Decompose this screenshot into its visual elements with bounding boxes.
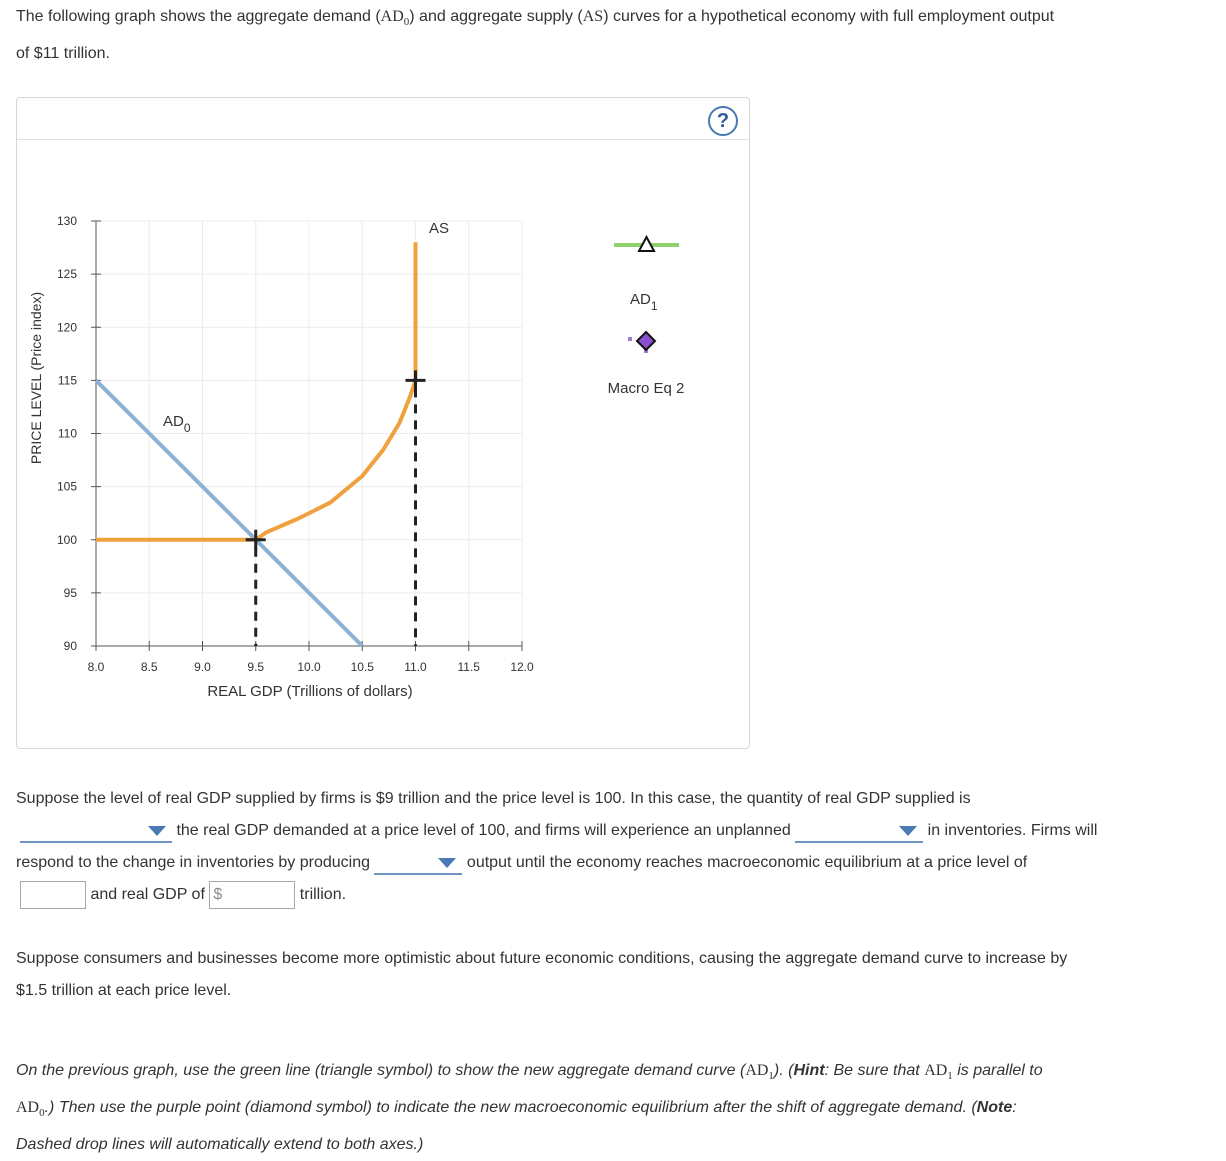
question-1-line-4 [16, 879, 1216, 911]
production-change-dropdown[interactable] [374, 851, 462, 875]
intro-text: The following graph shows the aggregate demand ( [16, 8, 381, 25]
ad0-curve-label: $AD_0$ [163, 413, 191, 435]
question-1-line-1: Suppose the level of real GDP supplied by firms is $9 trillion and the price level is 100. In this case, the quantity of real GDP supplied is [16, 790, 971, 807]
inventory-change-dropdown[interactable] [795, 819, 923, 843]
question-1 [16, 783, 1216, 911]
ad1-symbol: $AD_1$ [924, 1062, 953, 1083]
x-tick-label: 9.5 [247, 660, 265, 674]
price-level-input[interactable] [20, 881, 86, 909]
markers [246, 370, 426, 646]
y-tick-label: 90 [63, 639, 77, 653]
question-2-line-1: Suppose consumers and businesses become more optimistic about future economic conditions, causing the aggregate demand curve to increase by [16, 950, 1068, 967]
chevron-down-icon [438, 858, 456, 868]
y-axis-label: PRICE LEVEL (Price index) [28, 291, 44, 465]
y-tick-label: 100 [56, 532, 77, 547]
x-tick-label: 11.0 [404, 660, 427, 674]
ad1-tool-label: $AD_1$ [630, 291, 658, 313]
note-label: Note [976, 1099, 1013, 1117]
question-2-line-2: $1.5 trillion at each price level. [16, 982, 232, 999]
ad1-line-tool[interactable] [614, 237, 679, 251]
question-1-text: and real GDP of [90, 886, 205, 903]
ad0-symbol: $AD_0$ [380, 8, 410, 29]
chevron-down-icon [899, 826, 917, 836]
y-tick-label: 95 [63, 585, 77, 600]
purple-drop-dot-left [628, 337, 632, 341]
intro-line-1 [16, 1, 1216, 38]
x-axis-label: REAL GDP (Trillions of dollars) [207, 683, 413, 700]
y-tick-label: 105 [56, 479, 77, 494]
question-2 [16, 943, 1216, 1007]
intro-line-2: of $11 trillion. [16, 45, 110, 63]
y-tick-label: 120 [56, 320, 77, 335]
question-1-line-3 [16, 847, 1216, 879]
question-1-line-2 [16, 815, 1216, 847]
graph-panel [16, 97, 750, 749]
as-symbol: AS [582, 8, 604, 25]
y-tick-label: 115 [57, 373, 77, 388]
intro-text: ) curves for a hypothetical economy with full employment output [603, 8, 1055, 25]
question-1-text: output until the economy reaches macroeconomic equilibrium at a price level of [466, 854, 1028, 871]
question-1-text: the real GDP demanded at a price level of 100, and firms will experience an unplanned [176, 822, 791, 839]
question-1-text: in inventories. Firms will [927, 822, 1098, 839]
question-1-text: respond to the change in inventories by producing [16, 854, 371, 871]
dollar-sign: $ [213, 885, 223, 903]
graph-canvas[interactable] [17, 98, 749, 748]
x-tick-label: 11.5 [457, 660, 480, 674]
x-tick-label: 10.5 [350, 660, 374, 674]
hint-label: Hint [793, 1062, 825, 1079]
ad0-symbol: $AD_0$ [16, 1099, 45, 1120]
chevron-down-icon [148, 826, 166, 836]
macro-eq-2-label: Macro Eq 2 [607, 380, 685, 397]
ad0-curve [96, 380, 362, 646]
help-icon[interactable]: ? [708, 106, 738, 136]
ad1-symbol: $AD_1$ [745, 1062, 774, 1083]
ticks [57, 214, 534, 674]
x-tick-label: 8.5 [140, 660, 158, 674]
instructions-line-1: On the previous graph, use the green line (triangle symbol) to show the new aggregate demand curve $(AD_1)$. (Hint: Be sure that $AD_1$ is parallel to [16, 1062, 1043, 1083]
grid-lines [96, 221, 522, 646]
graph-instructions [16, 1055, 1216, 1161]
as-curve-label: AS [429, 220, 450, 237]
x-tick-label: 12.0 [510, 660, 534, 674]
instructions-line-3: Dashed drop lines will automatically extend to both axes.) [16, 1136, 424, 1154]
y-tick-label: 130 [56, 214, 77, 228]
intro-text: ) and aggregate supply ( [409, 8, 583, 25]
real-gdp-input[interactable] [209, 881, 295, 909]
instructions-line-2: $AD_0$.) Then use the purple point (diamond symbol) to indicate the new macroeconomic equilibrium after the shift of aggregate demand. (Note: [16, 1099, 1017, 1120]
y-tick-label: 125 [56, 267, 77, 282]
x-tick-label: 9.0 [194, 660, 211, 674]
macro-eq-2-point-tool[interactable] [628, 332, 655, 353]
x-tick-label: 8.0 [87, 660, 105, 674]
intro-paragraph [16, 1, 1216, 70]
question-1-text: trillion. [299, 886, 347, 903]
quantity-comparison-dropdown[interactable] [20, 819, 172, 843]
diamond-icon [637, 332, 655, 350]
x-tick-label: 10.0 [297, 660, 321, 674]
y-tick-label: 110 [57, 426, 77, 441]
